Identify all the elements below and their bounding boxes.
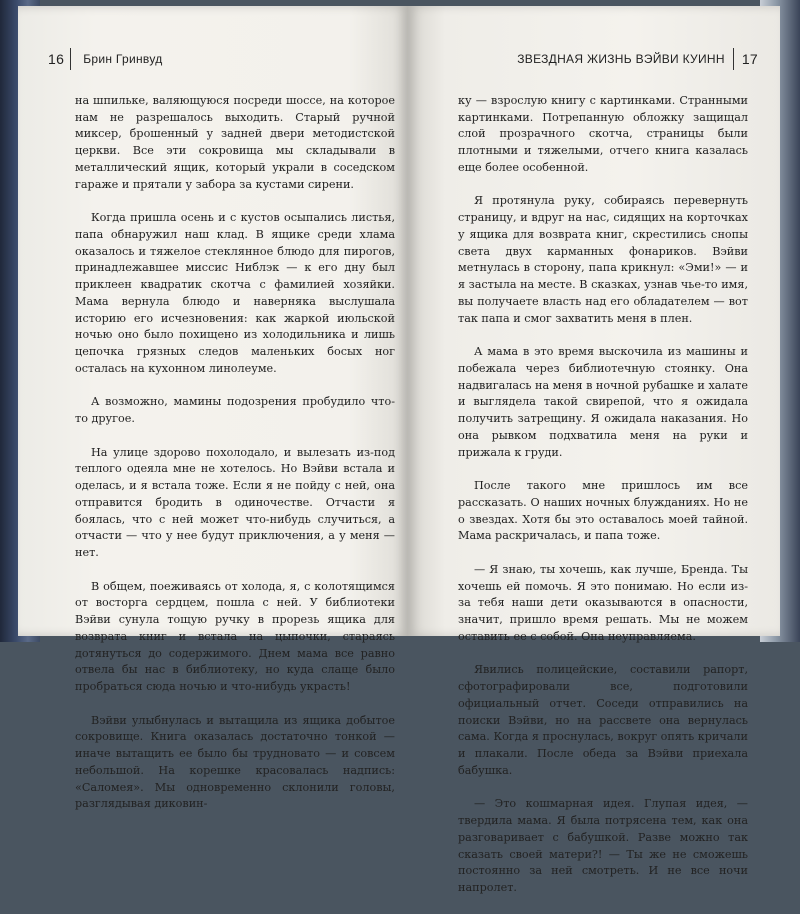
right-page-header — [517, 48, 758, 70]
left-page-header — [48, 48, 163, 70]
right-page — [408, 6, 780, 894]
left-page — [18, 6, 408, 811]
right-page-body — [458, 76, 748, 914]
paragraph: Вэйви улыбнулась и вытащила из ящика добытое сокровище. Книга оказалась достаточно тонкой — иначе вытащить ее было бы трудновато — и совсем небольшой. На корешке красовалась надпись: «Саломея». Мы одновременно склонили головы, разглядывая диковин- — [75, 713, 395, 811]
header-divider — [70, 48, 71, 70]
paragraph: А возможно, мамины подозрения пробудило что-то другое. — [75, 395, 395, 425]
paragraph: Когда пришла осень и с кустов осыпались листья, папа обнаружил наш клад. В ящике среди хлама оказалось и тяжелое стеклянное блюдо для пирогов, принадлежавшее миссис Ниблэк — к его дну был приклеен квадратик скотча с фамилией хозяйки. Мама вернула блюдо и наверняка выслушала историю его исчезновения: как жаркой июльской ночью оно было похищено из холодильника и лишь цепочка грязных следов маленьких босых ног осталась на кухонном линолеуме. — [75, 211, 395, 375]
paragraph: Явились полицейские, составили рапорт, сфотографировали все, подготовили официальный отчет. Соседи отправились на поиски Вэйви, но на рассвете она вернулась сама. Когда я проснулась, вокруг опять кричали и плакали. После обеда за Вэйви приехала бабушка. — [458, 663, 748, 777]
paragraph: ку — взрослую книгу с картинками. Странными картинками. Потрепанную обложку защищал слой прозрачного скотча, страницы были плотными и тяжелыми, отчего книга казалась еще более особенной. — [458, 93, 748, 174]
paragraph: на шпильке, валяющуюся посреди шоссе, на которое нам не разрешалось выходить. Старый ручной миксер, брошенный у задней двери методистской церкви. Все эти сокровища мы складывали в металлический ящик, который украли в соседском гараже и прятали у забора за кустами сирени. — [75, 93, 395, 191]
header-divider — [733, 48, 734, 70]
left-running-header: Брин Гринвуд — [83, 52, 163, 66]
paragraph: На улице здорово похолодало, и вылезать из-под теплого одеяла мне не хотелось. Но Вэйви встала и оделась, и я встала тоже. Если я не пойду с ней, она отправится бродить в одиночестве. Отчасти я боялась, что с ней может что-нибудь случиться, а отчасти — что у нее будут приключения, а у меня — нет. — [75, 445, 395, 559]
left-page-number: 16 — [48, 51, 65, 67]
right-page-number: 17 — [741, 51, 758, 67]
paragraph: После такого мне пришлось им все рассказать. О наших ночных блужданиях. Но не о звездах. Хотя бы это оставалось моей тайной. Мама раскричалась, и папа тоже. — [458, 479, 748, 543]
right-running-header: ЗВЕЗДНАЯ ЖИЗНЬ ВЭЙВИ КУИНН — [517, 52, 725, 66]
paragraph: А мама в это время выскочила из машины и побежала через библиотечную стоянку. Она надвигалась на меня в ночной рубашке и халате и выглядела такой свирепой, что я ожидала получить затрещину. Я ожидала наказания. Но она рывком подхватила меня на руки и прижала к груди. — [458, 345, 749, 459]
paragraph: — Это кошмарная идея. Глупая идея, — твердила мама. Я была потрясена тем, как она разговаривает с бабушкой. Разве можно так сказать своей матери?! — Ты же не сможешь постоянно за ней смотреть. И не все ночи напролет. — [458, 797, 748, 894]
paragraph: — Я знаю, ты хочешь, как лучше, Бренда. Ты хочешь ей помочь. Я это понимаю. Но если из-за тебя наши дети оказываются в опасности, значит, пришло время решать. Мы не можем оставить ее с собой. Она неуправляема. — [458, 562, 748, 643]
paragraph: Я протянула руку, собираясь перевернуть страницу, и вдруг на нас, сидящих на корточках у ящика для возврата книг, скрестились снопы света двух карманных фонариков. Вэйви метнулась в сторону, папа крикнул: «Эми!» — и я застыла на месте. В сказках, узнав чье-то имя, вы получаете власть над его обладателем — вот так папа и смог захватить меня в плен. — [458, 194, 748, 325]
left-page-body — [75, 76, 395, 830]
paragraph: В общем, поеживаясь от холода, я, с колотящимся от восторга сердцем, пошла с ней. У библиотеки Вэйви сунула тощую ручку в прорезь ящика для возврата книг и встала на цыпочки, стараясь дотянуться до содержимого. Днем мама все равно отвела бы нас в библиотеку, но куда слаще было пробраться сюда ночью и что-нибудь украсть! — [75, 579, 395, 693]
